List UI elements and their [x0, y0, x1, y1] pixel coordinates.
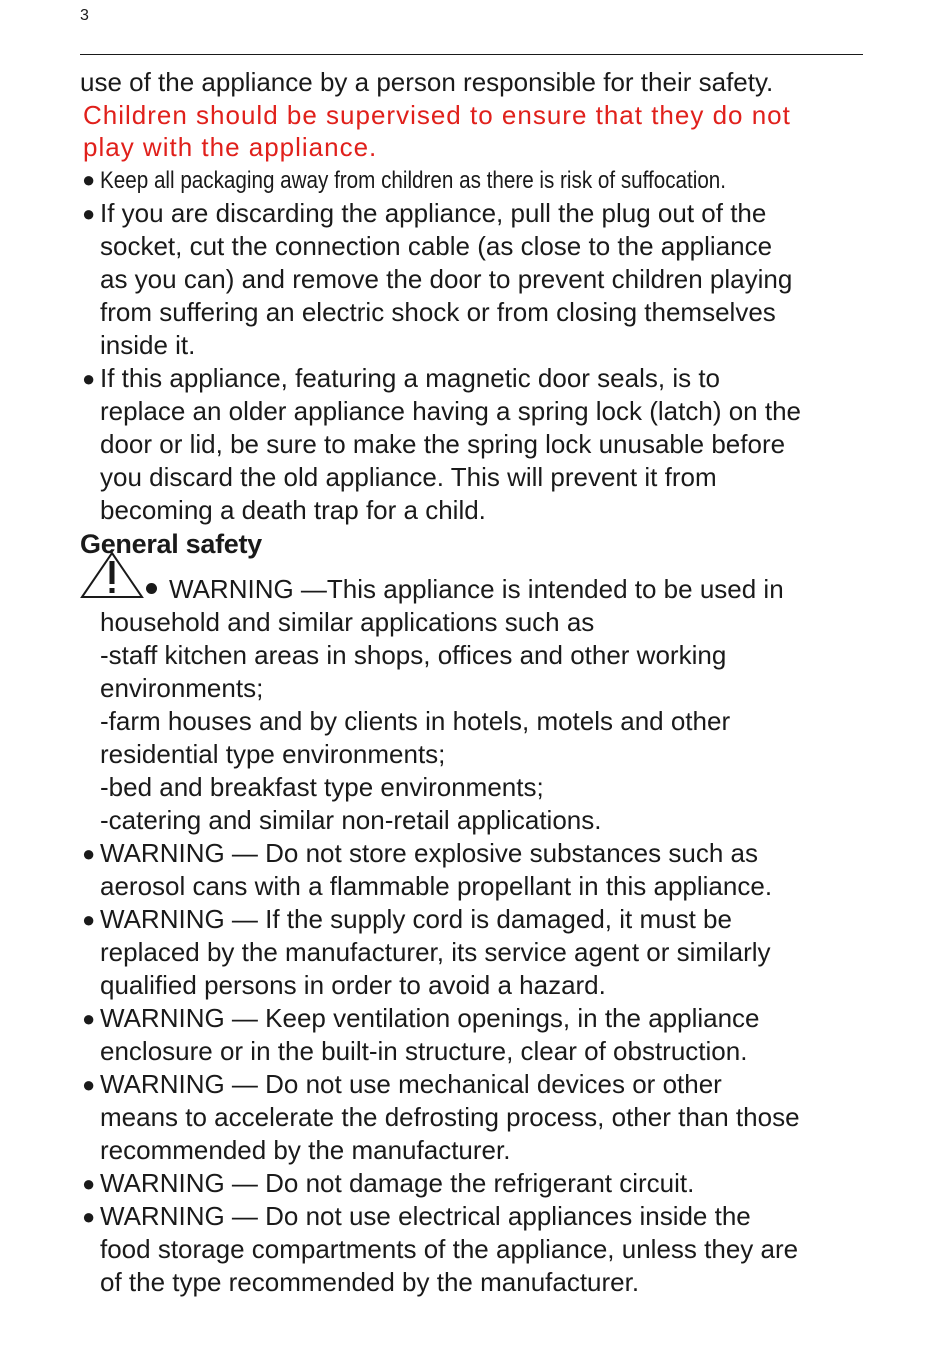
warning-first-line: [100, 573, 870, 606]
warning-line: WARNING — Keep ventilation openings, in the appliance: [100, 1003, 760, 1033]
bullet-icon: ●: [82, 1072, 96, 1097]
bullet-icon: ●: [82, 841, 96, 866]
warning-line: -staff kitchen areas in shops, offices and other working: [100, 640, 727, 670]
bullet-icon: [146, 583, 157, 594]
warning-intended-use: [80, 573, 870, 837]
section-heading-general-safety: General safety: [80, 529, 262, 559]
bullet-line: socket, cut the connection cable (as close to the appliance: [100, 231, 773, 261]
warning-line: aerosol cans with a flammable propellant in this appliance.: [100, 871, 773, 901]
warning-line: household and similar applications such as: [100, 607, 595, 637]
warning-line: WARNING — Do not damage the refrigerant circuit.: [100, 1168, 695, 1198]
bullet-icon: ●: [82, 1204, 96, 1229]
bullet-line: as you can) and remove the door to prevent children playing: [100, 264, 793, 294]
warning-line: replaced by the manufacturer, its service agent or similarly: [100, 937, 771, 967]
warning-line: WARNING — Do not use electrical appliances inside the: [100, 1201, 751, 1231]
warning-line: -catering and similar non-retail applications.: [100, 805, 602, 835]
document-body: [80, 66, 870, 1299]
intro-line: use of the appliance by a person responsible for their safety.: [80, 67, 774, 97]
warning-ventilation: [80, 1002, 870, 1068]
bullet-icon: ●: [82, 366, 96, 391]
warning-line: enclosure or in the built-in structure, clear of obstruction.: [100, 1036, 748, 1066]
warning-line: WARNING — Do not use mechanical devices or other: [100, 1069, 722, 1099]
bullet-line: replace an older appliance having a spring lock (latch) on the: [100, 396, 801, 426]
bullet-discarding: [80, 197, 870, 362]
warning-line: residential type environments;: [100, 739, 446, 769]
warning-line: -farm houses and by clients in hotels, motels and other: [100, 706, 731, 736]
bullet-line: you discard the old appliance. This will prevent it from: [100, 462, 717, 492]
bullet-line: If you are discarding the appliance, pull the plug out of the: [100, 198, 767, 228]
warning-defrosting: [80, 1068, 870, 1167]
bullet-line: becoming a death trap for a child.: [100, 495, 486, 525]
warning-refrigerant: [80, 1167, 870, 1200]
bullet-icon: ●: [82, 201, 96, 226]
children-supervision-line-1: Children should be supervised to ensure that they do not: [83, 100, 791, 130]
header-rule: [80, 54, 863, 55]
bullet-packaging: [80, 163, 870, 197]
warning-line: qualified persons in order to avoid a hazard.: [100, 970, 606, 1000]
warning-line: -bed and breakfast type environments;: [100, 772, 544, 802]
children-supervision-line-2: play with the appliance.: [83, 132, 378, 162]
warning-triangle-icon: [80, 551, 144, 599]
warning-line: recommended by the manufacturer.: [100, 1135, 511, 1165]
warning-explosives: [80, 837, 870, 903]
bullet-line: inside it.: [100, 330, 196, 360]
bullet-line: Keep all packaging away from children as there is risk of suffocation.: [100, 167, 727, 194]
warning-line: food storage compartments of the appliance, unless they are: [100, 1234, 799, 1264]
warning-supply-cord: [80, 903, 870, 1002]
warning-line: WARNING — If the supply cord is damaged, it must be: [100, 904, 732, 934]
warning-line: of the type recommended by the manufacturer.: [100, 1267, 640, 1297]
warning-electrical-appliances: [80, 1200, 870, 1299]
page-number: 3: [80, 7, 89, 24]
bullet-line: If this appliance, featuring a magnetic door seals, is to: [100, 363, 721, 393]
bullet-icon: ●: [82, 907, 96, 932]
warning-line: means to accelerate the defrosting process, other than those: [100, 1102, 800, 1132]
warning-line: environments;: [100, 673, 264, 703]
bullet-icon: ●: [82, 1006, 96, 1031]
bullet-icon: ●: [82, 167, 96, 192]
warning-line: WARNING — Do not store explosive substances such as: [100, 838, 758, 868]
bullet-line: door or lid, be sure to make the spring lock unusable before: [100, 429, 786, 459]
bullet-spring-lock: [80, 362, 870, 527]
bullet-icon: ●: [82, 1171, 96, 1196]
bullet-line: from suffering an electric shock or from closing themselves: [100, 297, 776, 327]
warning-line: WARNING —This appliance is intended to be used in: [169, 574, 784, 604]
